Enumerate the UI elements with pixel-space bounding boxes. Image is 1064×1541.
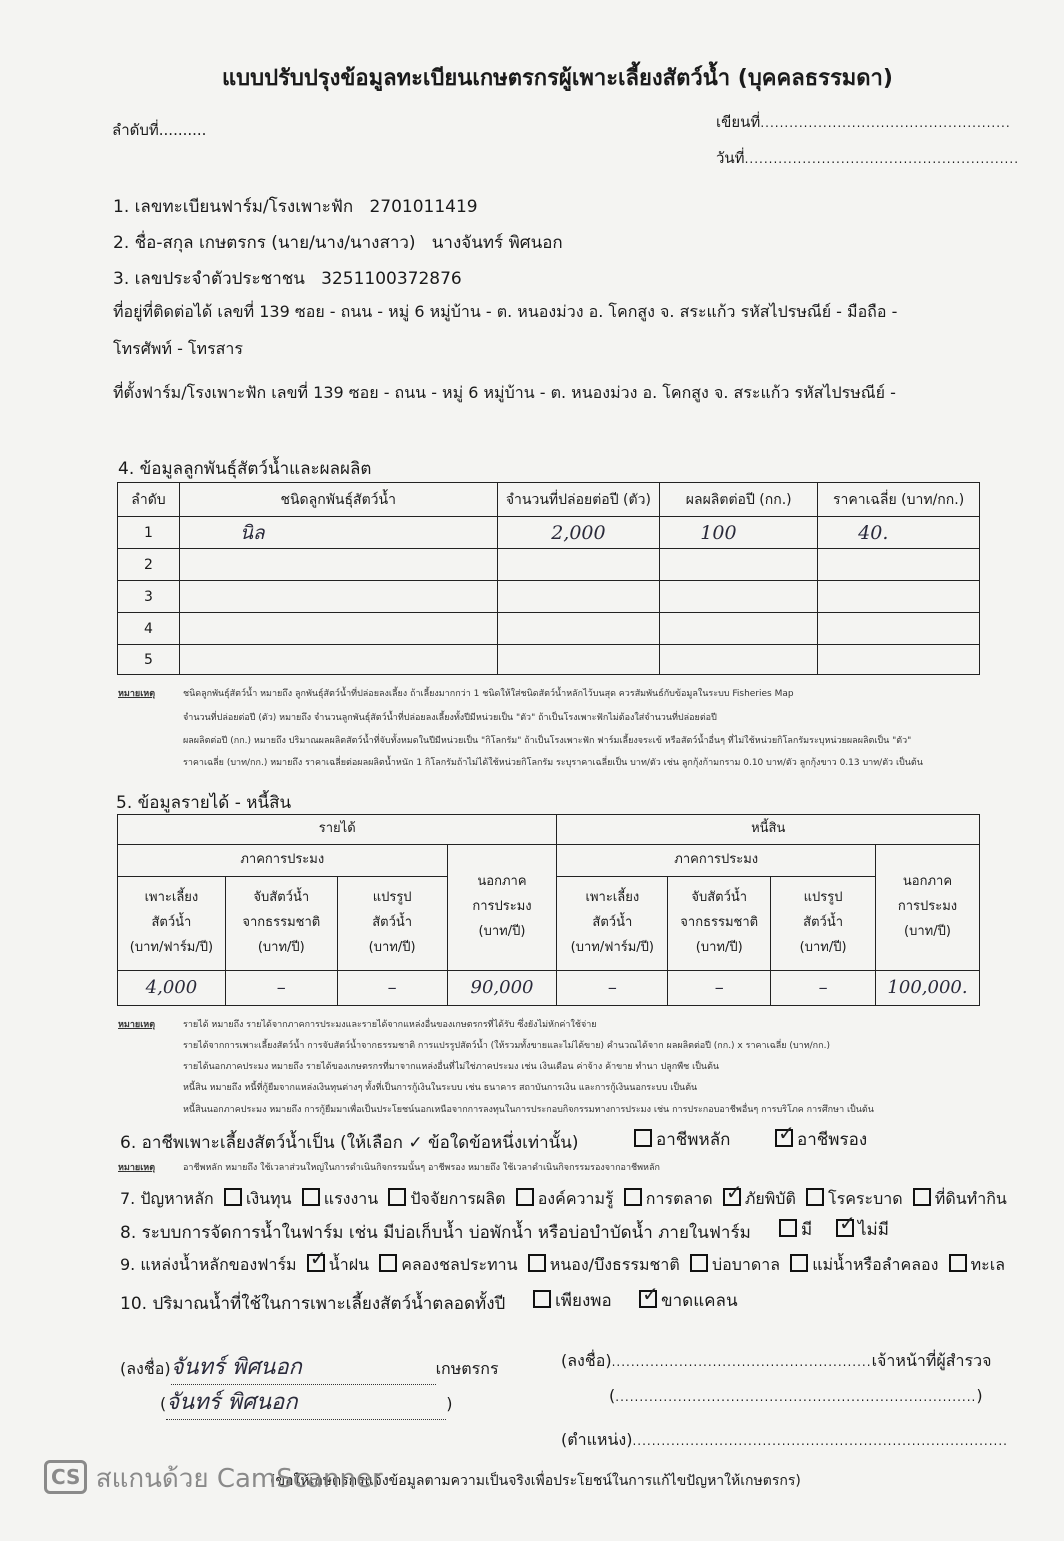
option-groundwater-well[interactable]: บ่อบาดาล — [690, 1255, 780, 1274]
option-knowledge[interactable]: องค์ความรู้ — [516, 1189, 614, 1208]
debt-culture-header: เพาะเลี้ยง สัตว์น้ำ (บาท/ฟาร์ม/ปี) — [557, 877, 668, 971]
option-main-occupation[interactable]: อาชีพหลัก — [634, 1126, 730, 1153]
option-capital[interactable]: เงินทุน — [224, 1189, 292, 1208]
section-4-note: ชนิดลูกพันธุ์สัตว์น้ำ หมายถึง ลูกพันธุ์สัตว์น้ำที่ปล่อยลงเลี้ยง ถ้าเลี้ยงมากกว่า 1 ชนิดให้ใส่ชนิดสัตว์น้ำหลักไว้บนสุด ควรสัมพันธ์กับข้อมูลในระบบ Fisheries Map — [183, 689, 794, 699]
farm-registration-number: 2701011419 — [369, 197, 478, 217]
option-production-factors[interactable]: ปัจจัยการผลิต — [388, 1189, 505, 1208]
order-number-label: ลำดับที่.......... — [112, 121, 207, 139]
checkbox-icon[interactable] — [528, 1254, 546, 1272]
checkbox-icon[interactable] — [224, 1188, 242, 1206]
table-row: 1 นิล 2,000 100 40. — [118, 517, 980, 549]
option-rain[interactable]: ✓ น้ำฝน — [307, 1255, 369, 1274]
written-at-field: เขียนที่.................................................... — [716, 113, 1011, 131]
income-outside-header: นอกภาค การประมง (บาท/ปี) — [447, 845, 557, 971]
table-row: 4,000 – – 90,000 – – – 100,000. — [118, 971, 980, 1006]
checked-checkbox-icon[interactable] — [775, 1129, 793, 1147]
income-fishery-header: ภาคการประมง — [118, 845, 448, 877]
section-5-note: รายได้นอกภาคประมง หมายถึง รายได้ของเกษตรกรที่มาจากแหล่งอื่นที่ไม่ใช่ภาคประมง เช่น เงินเดือน ค่าจ้าง ค้าขาย ทำนา ปลูกพืช เป็นต้น — [183, 1062, 720, 1072]
citizen-id: 3251100372876 — [321, 269, 462, 289]
col-header: ชนิดลูกพันธุ์สัตว์น้ำ — [179, 483, 497, 517]
contact-address: ที่อยู่ที่ติดต่อได้ เลขที่ 139 ซอย - ถนน - หมู่ 6 หมู่บ้าน - ต. หนองม่วง อ. โคกสูง จ. สระแก้ว รหัสไปรษณีย์ - มือถือ - — [113, 302, 898, 321]
page-title: แบบปรับปรุงข้อมูลทะเบียนเกษตรกรผู้เพาะเลี้ยงสัตว์น้ำ (บุคคลธรรมดา) — [222, 66, 893, 91]
income-catch-header: จับสัตว์น้ำ จากธรรมชาติ (บาท/ปี) — [225, 877, 337, 971]
checkbox-icon[interactable] — [949, 1254, 967, 1272]
checkbox-icon[interactable] — [533, 1290, 551, 1308]
option-no-water-system[interactable]: ✓ ไม่มี — [836, 1216, 889, 1243]
checked-checkbox-icon[interactable] — [723, 1188, 741, 1206]
checkbox-icon[interactable] — [913, 1188, 931, 1206]
section-4-title: 4. ข้อมูลลูกพันธุ์สัตว์น้ำและผลผลิต — [118, 459, 372, 479]
farmer-name-line: 2. ชื่อ-สกุล เกษตรกร (นาย/นาง/นางสาว) นางจันทร์ พิศนอก — [113, 233, 563, 253]
yield-cell: 100 — [660, 517, 818, 549]
footer-note: (ขอให้เกษตรกรแจ้งข้อมูลตามความเป็นจริงเพื่อประโยชน์ในการแก้ไขปัญหาให้เกษตรกร) — [270, 1473, 801, 1489]
date-field: วันที่......................................................... — [716, 149, 1020, 167]
option-land[interactable]: ที่ดินทำกิน — [913, 1189, 1007, 1208]
section-10-question: 10. ปริมาณน้ำที่ใช้ในการเพาะเลี้ยงสัตว์น้ำตลอดทั้งปี — [120, 1294, 506, 1314]
option-disaster[interactable]: ✓ ภัยพิบัติ — [723, 1189, 796, 1208]
checked-checkbox-icon[interactable] — [307, 1254, 325, 1272]
section-4-note: ผลผลิตต่อปี (กก.) หมายถึง ปริมาณผลผลิตสัตว์น้ำที่จับทั้งหมดในปีมีหน่วยเป็น "กิโลกรัม" ถ้าเป็นโรงเพาะฟัก ฟาร์มเลี้ยงจระเข้ หรือสัตว์น้ำอื่นๆ ที่ไม่ใช้หน่วยกิโลกรัมระบุหน่วยผลผลิตเป็น "ตัว" — [183, 736, 912, 746]
debt-fishery-header: ภาคการประมง — [557, 845, 876, 877]
table-row: 3 — [118, 581, 980, 613]
section-5-note: รายได้จากการเพาะเลี้ยงสัตว์น้ำ การจับสัตว์น้ำจากธรรมชาติ การแปรรูปสัตว์น้ำ (ให้รวมทั้งขายและไม่ได้ขาย) คำนวณได้จาก ผลผลิตต่อปี (กก.) x ราคาเฉลี่ย (บาท/กก.) — [183, 1041, 830, 1051]
checkbox-icon[interactable] — [790, 1254, 808, 1272]
checkbox-icon[interactable] — [624, 1188, 642, 1206]
checkbox-icon[interactable] — [379, 1254, 397, 1272]
qty-cell: 2,000 — [497, 517, 660, 549]
section-6-note: อาชีพหลัก หมายถึง ใช้เวลาส่วนใหญ่ในการดำเนินกิจกรรมนั้นๆ อาชีพรอง หมายถึง ใช้เวลาดำเนินกิจกรรมรองจากอาชีพหลัก — [183, 1163, 660, 1173]
written-at-label: เขียนที่ — [716, 113, 761, 131]
phone-fax-line: โทรศัพท์ - โทรสาร — [113, 339, 244, 358]
option-labor[interactable]: แรงงาน — [302, 1189, 378, 1208]
citizen-id-line: 3. เลขประจำตัวประชาชน 3251100372876 — [113, 269, 462, 289]
section-5-note: หนี้สินนอกภาคประมง หมายถึง การกู้ยืมมาเพื่อเป็นประโยชน์นอกเหนือจากการลงทุนในการประกอบกิจกรรมทางการประมง เช่น การประกอบอาชีพอื่นๆ การบริโภค การศึกษา เป็นต้น — [183, 1105, 874, 1115]
option-irrigation-canal[interactable]: คลองชลประทาน — [379, 1255, 517, 1274]
checkbox-icon[interactable] — [779, 1219, 797, 1237]
income-process-header: แปรรูป สัตว์น้ำ (บาท/ปี) — [337, 877, 447, 971]
table-row: 4 — [118, 613, 980, 645]
table-row: 2 — [118, 549, 980, 581]
checkbox-icon[interactable] — [388, 1188, 406, 1206]
option-shortage[interactable]: ✓ ขาดแคลน — [639, 1287, 738, 1314]
option-river[interactable]: แม่น้ำหรือลำคลอง — [790, 1255, 938, 1274]
section-4-note: ราคาเฉลี่ย (บาท/กก.) หมายถึง ราคาเฉลี่ยต่อผลผลิตน้ำหนัก 1 กิโลกรัมถ้าไม่ได้ใช้หน่วยกิโลกรัม ระบุราคาเฉลี่ยเป็น บาท/ตัว เช่น ลูกกุ้งก้ามกราม 0.10 บาท/ตัว ลูกกุ้งขาว 0.13 บาท/ตัว เป็นต้น — [183, 758, 923, 768]
debt-catch-header: จับสัตว์น้ำ จากธรรมชาติ (บาท/ปี) — [668, 877, 771, 971]
farmer-name: นางจันทร์ พิศนอก — [431, 233, 563, 253]
section-4-notes-label: หมายเหตุ — [118, 689, 156, 699]
checked-checkbox-icon[interactable] — [836, 1219, 854, 1237]
checkbox-icon[interactable] — [302, 1188, 320, 1206]
section-8-question: 8. ระบบการจัดการน้ำในฟาร์ม เช่น มีบ่อเก็บน้ำ บ่อพักน้ำ หรือบ่อบำบัดน้ำ ภายในฟาร์ม — [120, 1223, 751, 1243]
option-marketing[interactable]: การตลาด — [624, 1189, 713, 1208]
checked-checkbox-icon[interactable] — [639, 1290, 657, 1308]
officer-printed-name: (...........................................................................) — [609, 1386, 983, 1405]
checkbox-icon[interactable] — [634, 1129, 652, 1147]
camscanner-watermark: CS สแกนด้วย CamScanner — [44, 1458, 383, 1499]
option-epidemic[interactable]: โรคระบาด — [806, 1189, 903, 1208]
income-header: รายได้ — [118, 815, 557, 845]
date-label: วันที่ — [716, 149, 745, 167]
debt-process-header: แปรรูป สัตว์น้ำ (บาท/ปี) — [771, 877, 876, 971]
species-cell: นิล — [179, 517, 497, 549]
option-secondary-occupation[interactable]: ✓ อาชีพรอง — [775, 1126, 867, 1153]
section-6-note-label: หมายเหตุ — [118, 1163, 156, 1173]
option-has-water-system[interactable]: มี — [779, 1216, 812, 1243]
farmer-signature-line: (ลงชื่อ)จันทร์ พิศนอก เกษตรกร — [120, 1349, 499, 1385]
checkbox-icon[interactable] — [690, 1254, 708, 1272]
section-5-note: หนี้สิน หมายถึง หนี้ที่กู้ยืมจากแหล่งเงินทุนต่างๆ ทั้งที่เป็นการกู้เงินในระบบ เช่น ธนาคาร สถาบันการเงิน และการกู้เงินนอกระบบ เป็นต้น — [183, 1083, 698, 1093]
camscanner-logo-icon: CS — [44, 1460, 87, 1494]
checkbox-icon[interactable] — [806, 1188, 824, 1206]
table-header-row — [118, 483, 980, 517]
col-header: จำนวนที่ปล่อยต่อปี (ตัว) — [497, 483, 660, 517]
farmer-signature: จันทร์ พิศนอก — [171, 1349, 436, 1385]
col-header: ผลผลิตต่อปี (กก.) — [660, 483, 818, 517]
section-4-note: จำนวนที่ปล่อยต่อปี (ตัว) หมายถึง จำนวนลูกพันธุ์สัตว์น้ำที่ปล่อยลงเลี้ยงทั้งปีมีหน่วยเป็น "ตัว" ถ้าเป็นโรงเพาะฟักไม่ต้องใส่จำนวนที่ปล่อยต่อปี — [183, 713, 717, 723]
farmer-printed-name: (จันทร์ พิศนอก ) — [160, 1384, 453, 1420]
farm-address: ที่ตั้งฟาร์ม/โรงเพาะฟัก เลขที่ 139 ซอย - ถนน - หมู่ 6 หมู่บ้าน - ต. หนองม่วง อ. โคกสูง จ. สระแก้ว รหัสไปรษณีย์ - — [113, 383, 896, 402]
debt-header: หนี้สิน — [557, 815, 980, 845]
section-5-note: รายได้ หมายถึง รายได้จากภาคการประมงและรายได้จากแหล่งอื่นของเกษตรกรที่ได้รับ ซึ่งยังไม่หักค่าใช้จ่าย — [183, 1020, 597, 1030]
debt-outside-header: นอกภาค การประมง (บาท/ปี) — [876, 845, 980, 971]
option-sufficient[interactable]: เพียงพอ — [533, 1287, 612, 1314]
income-debt-table — [117, 814, 980, 1006]
section-5-title: 5. ข้อมูลรายได้ - หนี้สิน — [116, 793, 292, 813]
officer-signature-line: (ลงชื่อ)......................................................เจ้าหน้าที่ผู้สำรวจ — [561, 1351, 992, 1370]
farm-registration-line: 1. เลขทะเบียนฟาร์ม/โรงเพาะฟัก 2701011419 — [113, 197, 478, 217]
option-sea[interactable]: ทะเล — [949, 1255, 1005, 1274]
seed-production-table — [117, 482, 980, 675]
section-5-notes-label: หมายเหตุ — [118, 1020, 156, 1030]
section-7-row: 7. ปัญหาหลัก เงินทุน แรงงาน ปัจจัยการผลิต องค์ความรู้ การตลาด ✓ ภัยพิบัติ โรคระบาด ที่ดินทำกิน — [120, 1187, 1007, 1212]
col-header: ราคาเฉลี่ย (บาท/กก.) — [818, 483, 980, 517]
income-culture-header: เพาะเลี้ยง สัตว์น้ำ (บาท/ฟาร์ม/ปี) — [118, 877, 226, 971]
section-6-question: 6. อาชีพเพาะเลี้ยงสัตว์น้ำเป็น (ให้เลือก ✓ ข้อใดข้อหนึ่งเท่านั้น) — [120, 1133, 579, 1153]
option-natural-pond[interactable]: หนอง/บึงธรรมชาติ — [528, 1255, 680, 1274]
table-row: 5 — [118, 645, 980, 675]
col-header: ลำดับ — [118, 483, 180, 517]
checkbox-icon[interactable] — [516, 1188, 534, 1206]
price-cell: 40. — [818, 517, 980, 549]
section-9-row: 9. แหล่งน้ำหลักของฟาร์ม ✓ น้ำฝน คลองชลประทาน หนอง/บึงธรรมชาติ บ่อบาดาล แม่น้ำหรือลำคลอง ทะเล — [120, 1253, 1005, 1278]
officer-position-line: (ตำแหน่ง).............................................................................. — [561, 1430, 1008, 1449]
